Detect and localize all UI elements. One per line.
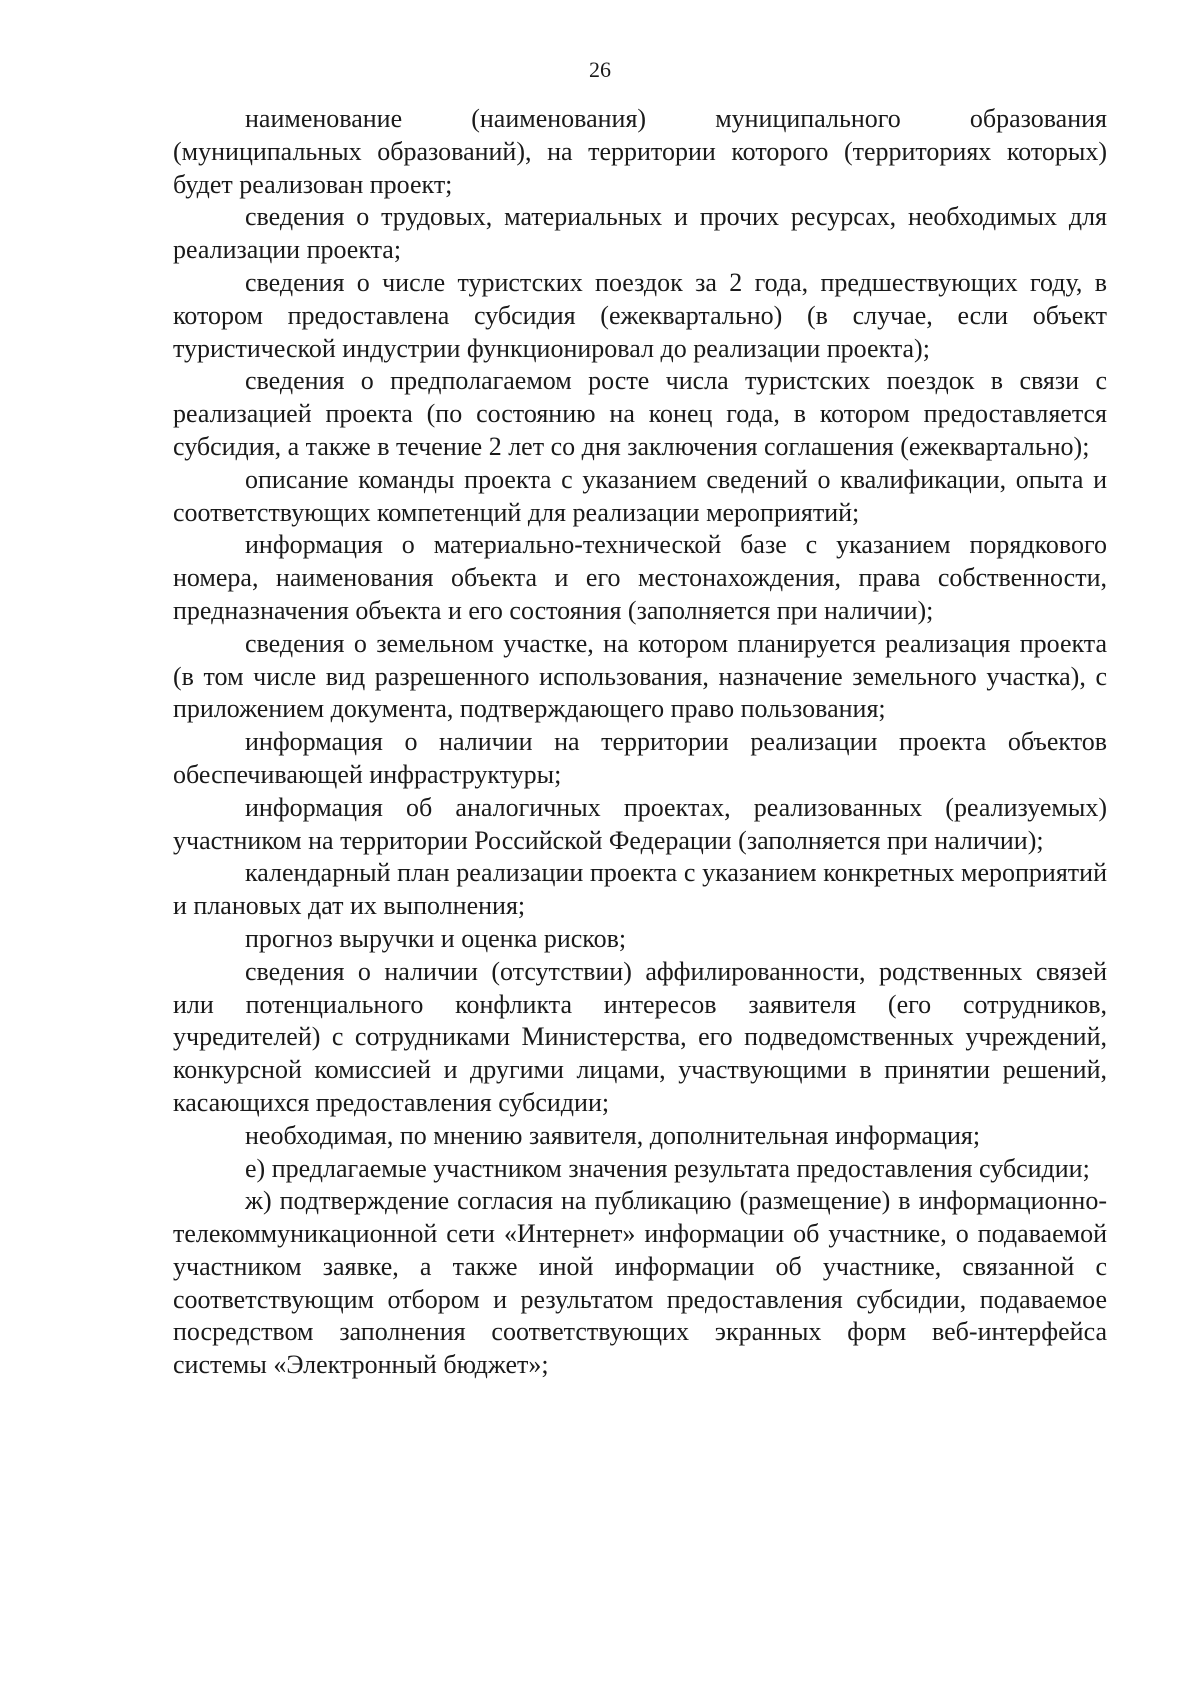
paragraph-resources: сведения о трудовых, материальных и прочих ресурсах, необходимых для реализации проекта; xyxy=(173,202,1107,265)
paragraph-calendar-plan: календарный план реализации проекта с указанием конкретных мероприятий и плановых дат их выполнения; xyxy=(173,858,1107,921)
paragraph-municipality: наименование (наименования) муниципального образования (муниципальных образований), на территории которого (территориях которых) будет реализован проект; xyxy=(173,104,1107,199)
paragraph-infrastructure: информация о наличии на территории реализации проекта объектов обеспечивающей инфраструктуры; xyxy=(173,727,1107,789)
paragraph-additional-info: необходимая, по мнению заявителя, дополнительная информация; xyxy=(245,1120,981,1150)
paragraph-land-plot: сведения о земельном участке, на котором планируется реализация проекта (в том числе вид разрешенного использования, назначение земельного участка), с приложением документа, подтверждающего право пользования; xyxy=(173,628,1107,724)
page-number: 26 xyxy=(589,57,611,82)
document-body xyxy=(173,103,1107,1382)
paragraph-revenue-forecast: прогноз выручки и оценка рисков; xyxy=(245,923,627,953)
paragraph-material-base: информация о материально-технической базе с указанием порядкового номера, наименования объекта и его местонахождения, права собственности, предназначения объекта и его состояния (заполняется при наличии); xyxy=(173,530,1107,625)
paragraph-affiliation: сведения о наличии (отсутствии) аффилированности, родственных связей или потенциального конфликта интересов заявителя (его сотрудников, учредителей) с сотрудниками Министерства, его подведомственных учреждений, конкурсной комиссией и другими лицами, участвующими в принятии решений, касающихся предоставления субсидии; xyxy=(173,956,1107,1117)
paragraph-project-team: описание команды проекта с указанием сведений о квалификации, опыта и соответствующих компетенций для реализации мероприятий; xyxy=(173,464,1107,527)
paragraph-trips-growth: сведения о предполагаемом росте числа туристских поездок в связи с реализацией проекта (по состоянию на конец года, в котором предоставляется субсидия, а также в течение 2 лет со дня заключения соглашения (ежеквартально); xyxy=(173,366,1107,461)
paragraph-result-values: е) предлагаемые участником значения результата предоставления субсидии; xyxy=(245,1153,1090,1183)
paragraph-similar-projects: информация об аналогичных проектах, реализованных (реализуемых) участником на территории Российской Федерации (заполняется при наличии); xyxy=(173,792,1107,855)
paragraph-publication-consent: ж) подтверждение согласия на публикацию (размещение) в информационно-телекоммуникационной сети «Интернет» информации об участнике, о подаваемой участником заявке, а также иной информации об участнике, связанной с соответствующим отбором и результатом предоставления субсидии, подаваемое посредством заполнения соответствующих экранных форм веб-интерфейса системы «Электронный бюджет»; xyxy=(173,1186,1107,1380)
paragraph-trips-count: сведения о числе туристских поездок за 2 года, предшествующих году, в котором предоставлена субсидия (ежеквартально) (в случае, если объект туристической индустрии функционировал до реализации проекта); xyxy=(173,267,1107,363)
